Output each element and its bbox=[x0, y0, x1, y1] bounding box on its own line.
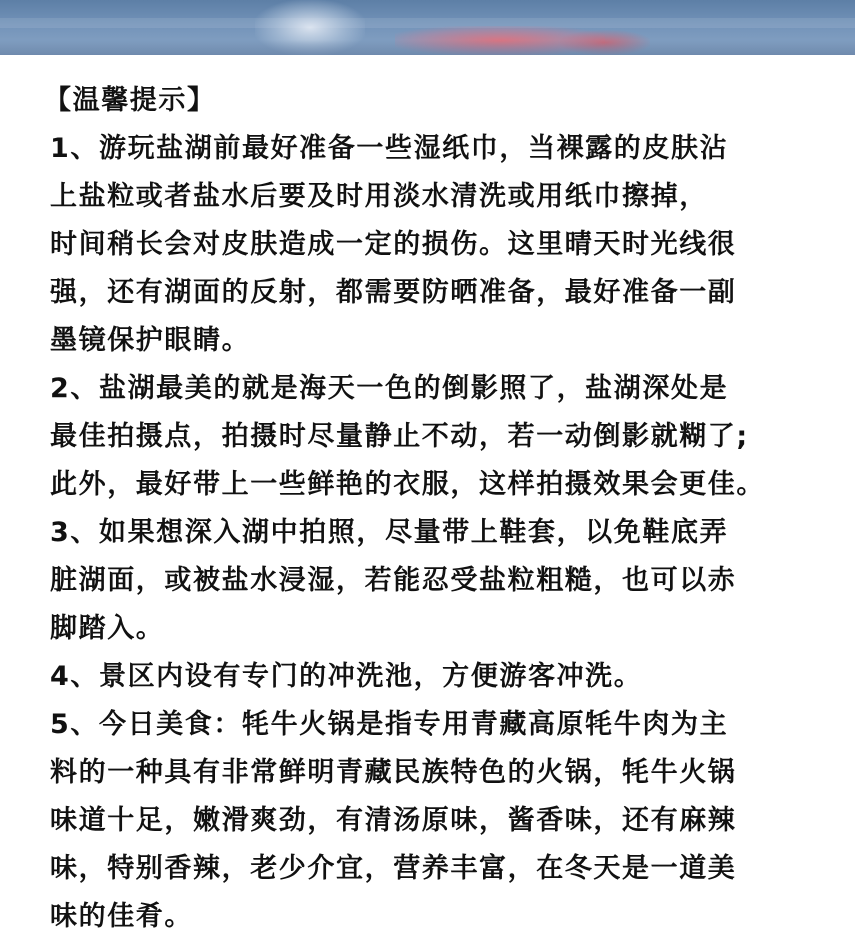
tip-line: 味的佳肴。 bbox=[50, 901, 193, 932]
tip-line: 3、如果想深入湖中拍照，尽量带上鞋套，以免鞋底弄 bbox=[50, 517, 729, 548]
tip-line: 墨镜保护眼睛。 bbox=[50, 325, 251, 356]
tip-line: 味，特别香辣，老少介宜，营养丰富，在冬天是一道美 bbox=[50, 853, 737, 884]
tip-line: 味道十足，嫩滑爽劲，有清汤原味，酱香味，还有麻辣 bbox=[50, 805, 737, 836]
lake-banner-image bbox=[0, 0, 855, 55]
tip-line: 此外，最好带上一些鲜艳的衣服，这样拍摄效果会更佳。 bbox=[50, 469, 765, 500]
tip-line: 上盐粒或者盐水后要及时用淡水清洗或用纸巾擦掉， bbox=[50, 181, 708, 212]
banner-water-shade bbox=[0, 40, 855, 55]
tip-line: 脚踏入。 bbox=[50, 613, 165, 644]
tips-heading: 【温馨提示】 bbox=[44, 85, 216, 116]
tip-line: 强，还有湖面的反射，都需要防晒准备，最好准备一副 bbox=[50, 277, 737, 308]
tips-article bbox=[44, 77, 855, 941]
tip-line: 时间稍长会对皮肤造成一定的损伤。这里晴天时光线很 bbox=[50, 229, 737, 260]
tip-line: 脏湖面，或被盐水浸湿，若能忍受盐粒粗糙，也可以赤 bbox=[50, 565, 737, 596]
tip-line: 1、游玩盐湖前最好准备一些湿纸巾，当裸露的皮肤沾 bbox=[50, 133, 729, 164]
tip-line: 4、景区内设有专门的冲洗池，方便游客冲洗。 bbox=[50, 661, 643, 692]
tip-line: 最佳拍摄点，拍摄时尽量静止不动，若一动倒影就糊了; bbox=[50, 421, 749, 452]
tip-line: 2、盐湖最美的就是海天一色的倒影照了，盐湖深处是 bbox=[50, 373, 729, 404]
tip-line: 料的一种具有非常鲜明青藏民族特色的火锅，牦牛火锅 bbox=[50, 757, 737, 788]
tip-line: 5、今日美食：牦牛火锅是指专用青藏高原牦牛肉为主 bbox=[50, 709, 729, 740]
